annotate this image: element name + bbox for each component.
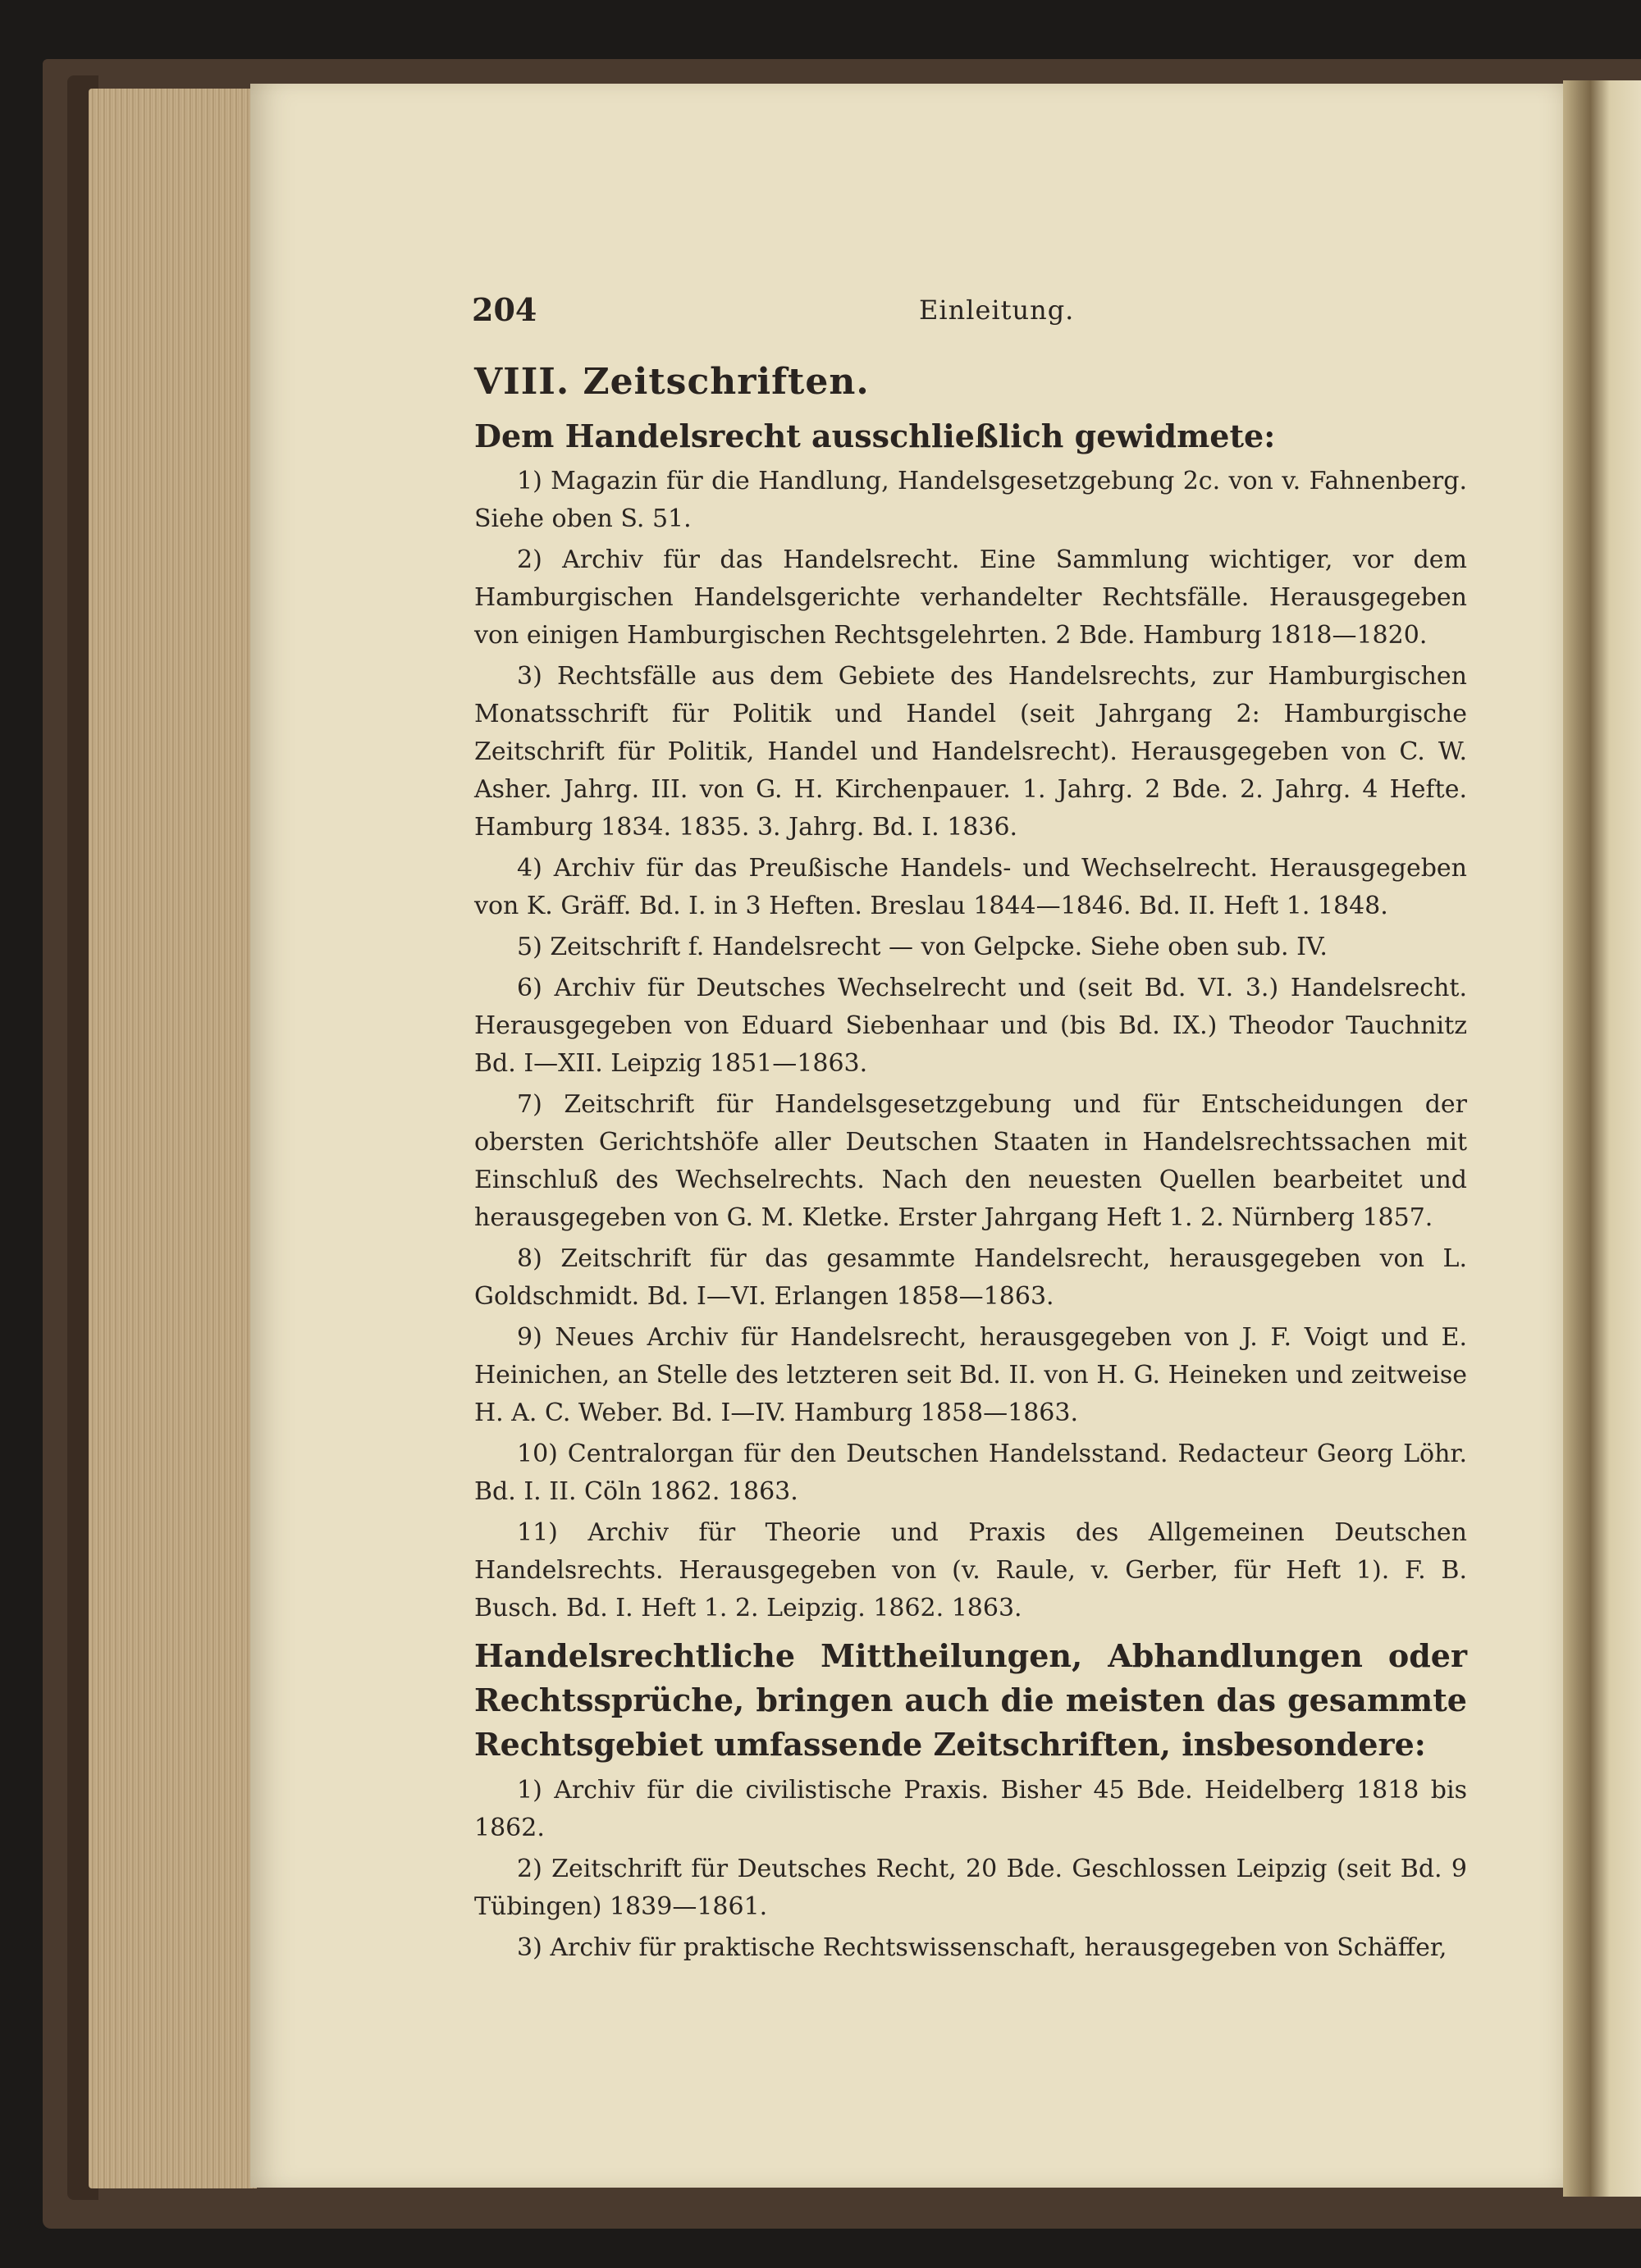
subheading-dedicated: Dem Handelsrecht ausschließlich gewidmete:: [474, 418, 1276, 454]
list-item: 6) Archiv für Deutsches Wechselrecht und (seit Bd. VI. 3.) Handelsrecht. Herausgegeben von Eduard Siebenhaar und (bis Bd. IX.) Theodor Tauchnitz Bd. I—XII. Leipzig 1851—1863.: [474, 974, 1467, 1078]
list-item: 3) Rechtsfälle aus dem Gebiete des Handelsrechts, zur Hamburgischen Monatsschrift für Politik und Handel (seit Jahrgang 2: Hamburgische Zeitschrift für Politik, Handel und Handelsrecht). Herausgegeben von C. W. Asher. Jahrg. III. von G. H. Kirchenpauer. 1. Jahrg. 2 Bde. 2. Jahrg. 4 Hefte. Hamburg 1834. 1835. 3. Jahrg. Bd. I. 1836.: [474, 662, 1467, 842]
running-title: Einleitung.: [919, 294, 1075, 326]
running-header: [472, 291, 1465, 340]
list-item: 1) Magazin für die Handlung, Handelsgesetzgebung 2c. von v. Fahnenberg. Siehe oben S. 51.: [474, 467, 1467, 533]
list-item: 4) Archiv für das Preußische Handels- und Wechselrecht. Herausgegeben von K. Gräff. Bd. I. in 3 Heften. Breslau 1844—1846. Bd. II. Heft 1. 1848.: [474, 854, 1467, 920]
list-item: 8) Zeitschrift für das gesammte Handelsrecht, herausgegeben von L. Goldschmidt. Bd. I—VI. Erlangen 1858—1863.: [474, 1244, 1467, 1311]
list-item: 11) Archiv für Theorie und Praxis des Allgemeinen Deutschen Handelsrechts. Herausgegeben von (v. Raule, v. Gerber, für Heft 1). F. B. Busch. Bd. I. Heft 1. 2. Leipzig. 1862. 1863.: [474, 1518, 1467, 1622]
list-item: 3) Archiv für praktische Rechtswissenschaft, herausgegeben von Schäffer,: [517, 1933, 1447, 1962]
list-item: 2) Zeitschrift für Deutsches Recht, 20 Bde. Geschlossen Leipzig (seit Bd. 9 Tübingen) 1839—1861.: [474, 1855, 1467, 1921]
section-body: [474, 361, 1467, 1970]
book-gutter: [1563, 80, 1641, 2197]
list-item: 5) Zeitschrift f. Handelsrecht — von Gelpcke. Siehe oben sub. IV.: [517, 933, 1328, 961]
list-item: 9) Neues Archiv für Handelsrecht, herausgegeben von J. F. Voigt und E. Heinichen, an Stelle des letzteren seit Bd. II. von H. G. Heineken und zeitweise H. A. C. Weber. Bd. I—IV. Hamburg 1858—1863.: [474, 1323, 1467, 1427]
list-item: 7) Zeitschrift für Handelsgesetzgebung und für Entscheidungen der obersten Gerichtshöfe aller Deutschen Staaten in Handelsrechtssachen mit Einschluß des Wechselrechts. Nach den neuesten Quellen bearbeitet und herausgegeben von G. M. Kletke. Erster Jahrgang Heft 1. 2. Nürnberg 1857.: [474, 1090, 1467, 1232]
page-edges: [89, 89, 257, 2188]
list-item: 10) Centralorgan für den Deutschen Handelsstand. Redacteur Georg Löhr. Bd. I. II. Cöln 1862. 1863.: [474, 1440, 1467, 1506]
list-item: 1) Archiv für die civilistische Praxis. Bisher 45 Bde. Heidelberg 1818 bis 1862.: [474, 1776, 1467, 1842]
subheading-general: Handelsrechtliche Mittheilungen, Abhandlungen oder Rechtssprüche, bringen auch die meisten das gesammte Rechtsgebiet umfassende Zeitschriften, insbesondere:: [474, 1637, 1467, 1763]
section-heading: VIII. Zeitschriften.: [474, 361, 870, 403]
page-number: 204: [472, 291, 537, 328]
list-item: 2) Archiv für das Handelsrecht. Eine Sammlung wichtiger, vor dem Hamburgischen Handelsgerichte verhandelter Rechtsfälle. Herausgegeben von einigen Hamburgischen Rechtsgelehrten. 2 Bde. Hamburg 1818—1820.: [474, 545, 1467, 650]
